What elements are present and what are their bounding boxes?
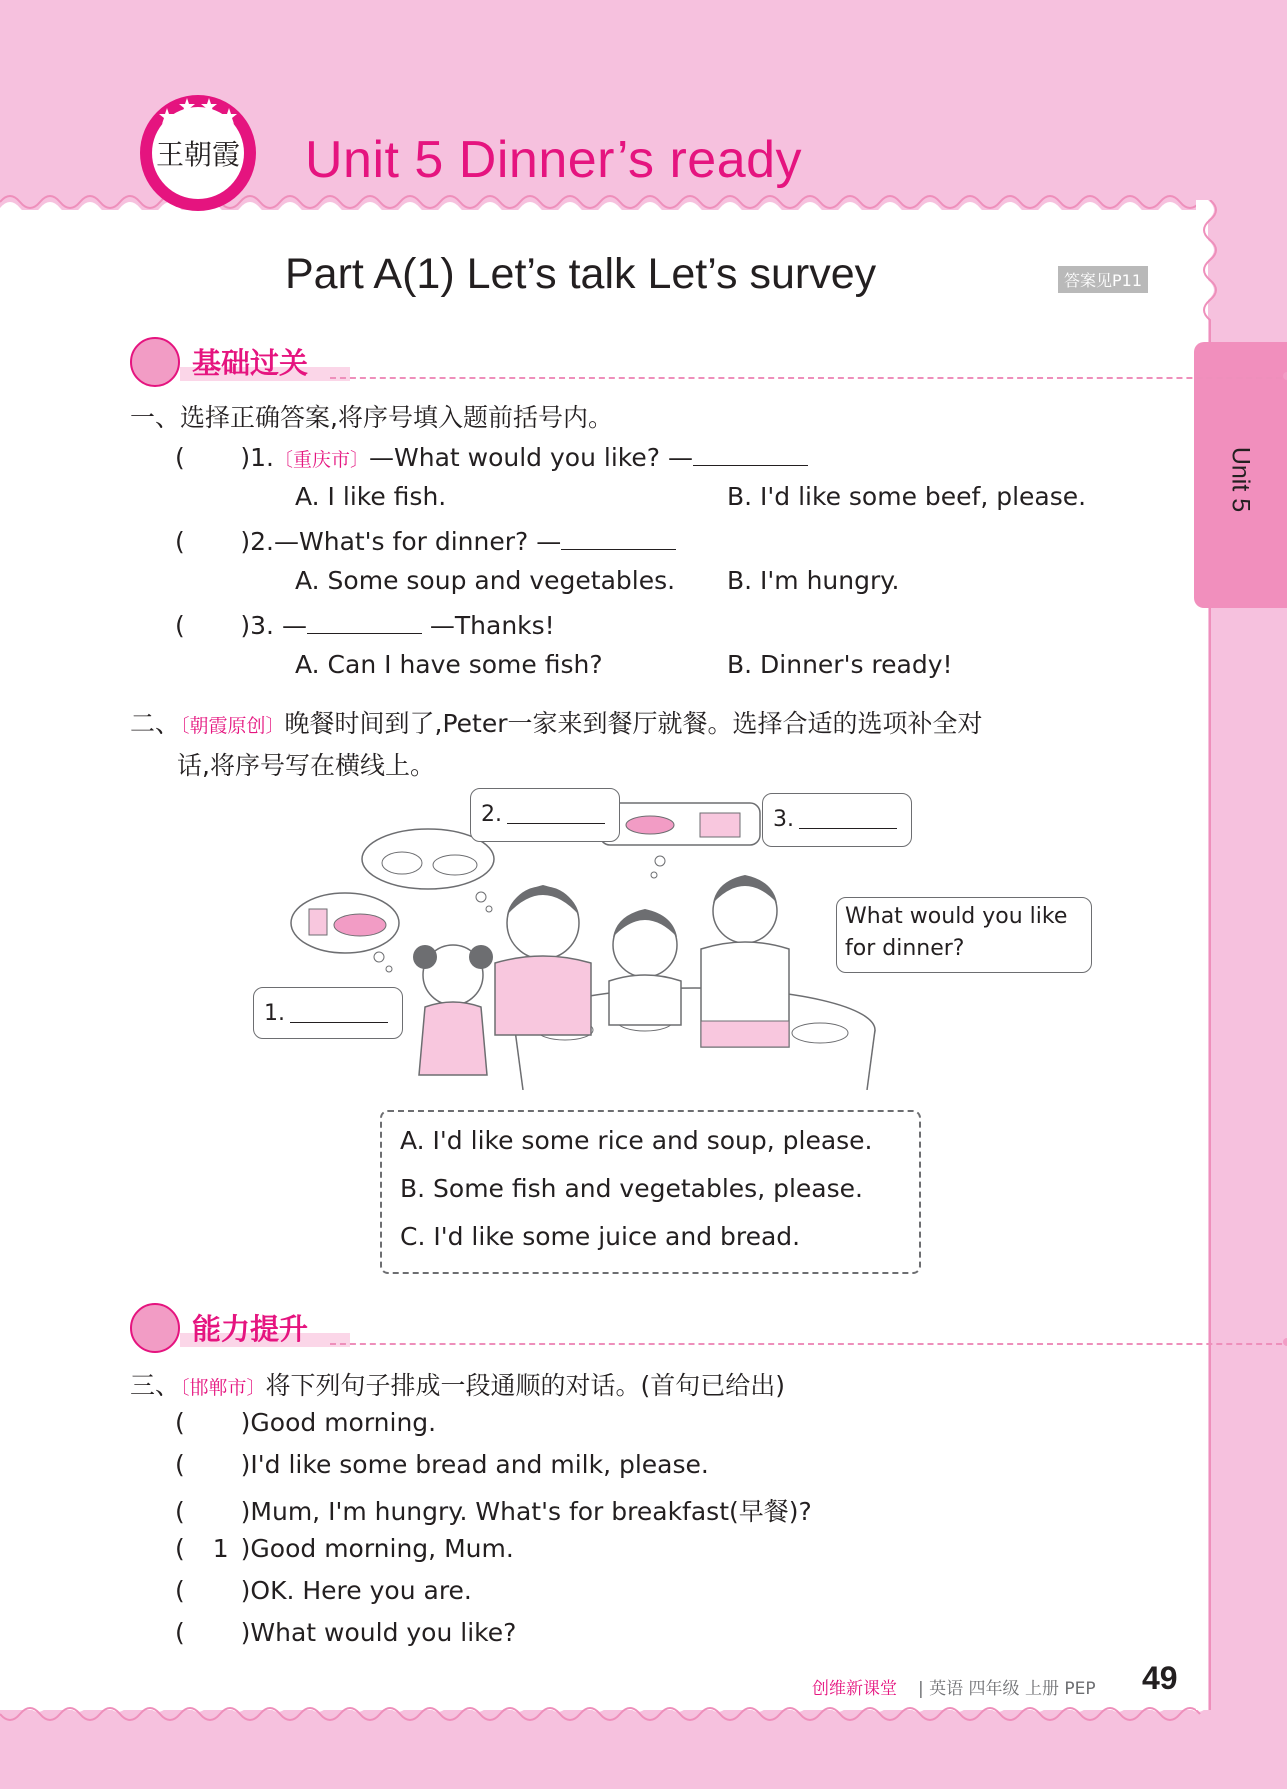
girl-face-icon	[130, 1303, 180, 1353]
q1-instruction: 一、选择正确答案,将序号填入题前括号内。	[130, 403, 613, 432]
q3-item: ( )What would you like?	[175, 1618, 517, 1647]
section-title-advanced: 能力提升	[192, 1312, 309, 1346]
q3-item: ( )OK. Here you are.	[175, 1576, 472, 1605]
q1-item-1: ( )1.〔重庆市〕—What would you like? —	[175, 440, 808, 472]
choice-c: C. I'd like some juice and bread.	[400, 1222, 801, 1251]
boy-figure	[609, 909, 681, 1025]
answer-bracket[interactable]: (	[175, 443, 241, 472]
section-header-advanced	[130, 1303, 1180, 1351]
answer-bracket[interactable]: (	[175, 1497, 201, 1526]
speech-bubble-father: What would you like for dinner?	[836, 897, 1092, 973]
answer-bracket[interactable]: (	[175, 1576, 201, 1605]
footer-meta: | 英语 四年级 上册 PEP	[918, 1679, 1096, 1699]
answer-blank[interactable]	[561, 524, 676, 550]
q2-instruction-line2: 话,将序号写在横线上。	[177, 751, 435, 780]
answer-blank[interactable]	[693, 440, 808, 466]
q3-item: ( )I'd like some bread and milk, please.	[175, 1450, 709, 1479]
section-header-basic	[130, 337, 1180, 385]
answer-bracket[interactable]: (	[175, 611, 241, 640]
q3-instruction: 三、〔邯郸市〕将下列句子排成一段通顺的对话。(首句已给出)	[130, 1371, 786, 1400]
girl-face-icon	[130, 337, 180, 387]
q1-item-2-option-a: A. Some soup and vegetables.	[295, 566, 676, 595]
order-answer[interactable]: 1	[212, 1534, 229, 1563]
section-divider	[330, 377, 1287, 379]
bubble-blank[interactable]	[290, 1000, 388, 1023]
answer-bracket[interactable]: (	[175, 1408, 201, 1437]
q3-item: ( )Mum, I'm hungry. What's for breakfast(早餐)?	[175, 1497, 812, 1526]
logo-text: 王朝霞	[155, 138, 241, 171]
mother-figure	[495, 885, 591, 1035]
choice-a: A. I'd like some rice and soup, please.	[400, 1126, 873, 1155]
unit-title: Unit 5 Dinner’s ready	[305, 131, 803, 189]
q2-instruction-line1: 二、〔朝霞原创〕晚餐时间到了,Peter一家来到餐厅就餐。选择合适的选项补全对	[130, 709, 983, 738]
bubble-blank[interactable]	[507, 801, 605, 824]
answer-bracket[interactable]: (	[175, 527, 241, 556]
choice-box	[380, 1110, 921, 1274]
q3-item: ( )Good morning.	[175, 1408, 437, 1437]
answer-bracket[interactable]: (	[175, 1534, 201, 1563]
footer-brand: 创维新课堂	[812, 1679, 897, 1699]
brand-logo	[137, 92, 259, 214]
answer-bracket[interactable]: (	[175, 1618, 201, 1647]
q1-item-2: ( )2.—What's for dinner? —	[175, 524, 676, 556]
answer-bracket[interactable]: (	[175, 1450, 201, 1479]
speech-bubble-3: 3.	[762, 793, 912, 847]
answer-blank[interactable]	[307, 608, 422, 634]
q1-item-3-option-a: A. Can I have some fish?	[295, 650, 603, 679]
speech-bubble-2: 2.	[470, 788, 620, 842]
q1-item-1-option-a: A. I like fish.	[295, 482, 447, 511]
choice-b: B. Some fish and vegetables, please.	[400, 1174, 863, 1203]
bubble-blank[interactable]	[799, 806, 897, 829]
father-figure	[701, 875, 789, 1047]
part-title: Part A(1) Let’s talk Let’s survey	[285, 250, 877, 298]
dots-icon	[1282, 367, 1287, 381]
unit-side-tab-label: Unit 5	[1226, 446, 1255, 513]
section-divider	[330, 1343, 1287, 1345]
q1-item-3: ( )3. — —Thanks!	[175, 608, 555, 640]
q1-item-1-option-b: B. I'd like some beef, please.	[727, 482, 1087, 511]
q3-item: ( 1 )Good morning, Mum.	[175, 1534, 514, 1563]
q1-item-3-option-b: B. Dinner's ready!	[727, 650, 953, 679]
girl-figure	[413, 945, 493, 1075]
speech-bubble-1: 1.	[253, 987, 403, 1039]
section-title-basic: 基础过关	[192, 346, 309, 380]
q1-item-2-option-b: B. I'm hungry.	[727, 566, 900, 595]
page-number: 49	[1142, 1660, 1178, 1696]
answer-reference-badge: 答案见P11	[1058, 266, 1148, 293]
dots-icon	[1282, 1333, 1287, 1347]
